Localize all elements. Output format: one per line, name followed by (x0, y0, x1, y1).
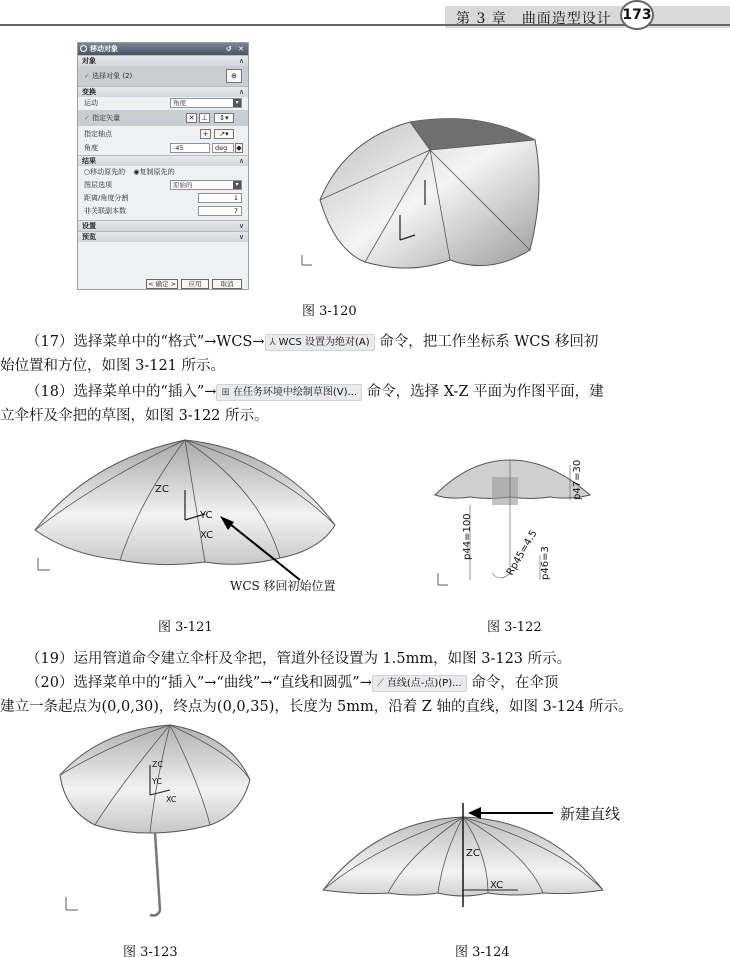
copies-row: 非关联副本数 7 (78, 205, 248, 218)
select-object-row: ✓ 选择对象 (2) ⊕ (78, 66, 248, 86)
radio-copy-icon: ◉ (133, 168, 140, 176)
axis-zc-121: ZC (155, 484, 169, 495)
wcs-triad-icon (38, 558, 50, 570)
wcs-triad-icon (438, 573, 448, 585)
motion-row: 运动 角度 ▾ (78, 97, 248, 110)
caption-fig-121: 图 3-121 (158, 620, 213, 635)
spinner-icon: ◆ (236, 144, 242, 152)
copies-input: 7 (198, 206, 242, 216)
chevron-up-icon: ∧ (238, 157, 244, 165)
angle-row: 角度 -45 deg ◆ (84, 144, 242, 152)
pivot-row: 指定轴点 + ↗▾ (78, 126, 248, 142)
new-line-annotation: 新建直线 (560, 805, 621, 823)
apply-button: 应用 (181, 279, 209, 289)
paragraph-20: （20）选择菜单中的“插入”→“曲线”→“直线和圆弧”→ ⟋ 直线(点-点)(P)... 命令，在伞顶 建立一条起点为(0,0,30)，终点为(0,0,35)，长度为 5mm，沿着 Z 轴的直线，如图 3-124 所示。 (0, 675, 633, 715)
umbrella-sketch-figure-122 (430, 455, 610, 590)
chevron-down-icon: ▾ (233, 99, 241, 107)
angle-input: -45 (170, 143, 210, 153)
chevron-down-icon: ∨ (238, 233, 244, 241)
paragraph-18: （18）选择菜单中的“插入”→ ⊞ 在任务环境中绘制草图(V)... 命令，选择 X-Z 平面为作图平面，建 立伞杆及伞把的草图，如图 3-122 所示。 (0, 384, 604, 424)
vector-flip-icon: ✕ (186, 113, 197, 123)
point-dialog-icon: + (200, 129, 211, 139)
dim-rp45: Rp45=4.5 (505, 528, 540, 578)
caption-fig-120: 图 3-120 (302, 304, 357, 319)
motion-select: 角度 ▾ (170, 98, 242, 108)
section-settings: 设置 ∨ (78, 220, 248, 231)
axis-xc-124: XC (490, 880, 504, 891)
wcs-icon: ⅄ (269, 337, 276, 348)
vector-axis-icon: ⊥ (199, 113, 210, 123)
axis-zc-124: ZC (466, 848, 480, 859)
axis-yc-121: YC (200, 510, 213, 521)
section-preview: 预览 ∨ (78, 231, 248, 242)
dialog-title: 移动对象 (90, 45, 118, 53)
check-icon: ✓ (84, 72, 90, 80)
sketch-icon: ⊞ (221, 387, 230, 398)
radio-move-icon: ○ (84, 168, 91, 176)
point-type-icon: ↗▾ (214, 129, 234, 139)
line-command: ⟋ 直线(点-点)(P)... (372, 675, 467, 692)
chevron-down-icon: ∨ (238, 222, 244, 230)
section-transform: 变换 ∧ (78, 86, 248, 97)
gear-icon (80, 45, 87, 52)
dialog-titlebar (78, 43, 248, 55)
section-result: 结果 ∧ (78, 155, 248, 166)
wcs-absolute-command: ⅄ WCS 设置为绝对(A) (265, 334, 375, 351)
axis-xc-121: XC (200, 530, 214, 541)
wcs-annotation: WCS 移回初始位置 (230, 579, 336, 593)
paragraph-17: （17）选择菜单中的“格式”→WCS→ ⅄ WCS 设置为绝对(A) 命令，把工作坐标系 WCS 移回初 始位置和方位，如图 3-121 所示。 (0, 334, 599, 374)
wcs-triad-icon (66, 897, 78, 910)
paragraph-19: （19）运用管道命令建立伞杆及伞把，管道外径设置为 1.5mm，如图 3-123 所示。 (26, 651, 572, 667)
chevron-down-icon: ▾ (233, 181, 241, 189)
umbrella-figure-123 (50, 725, 260, 920)
dim-p47: p47=30 (572, 459, 583, 500)
caption-fig-122: 图 3-122 (487, 620, 542, 635)
crosshair-icon: ⊕ (226, 69, 242, 83)
chevron-up-icon: ∧ (238, 57, 244, 65)
line-icon: ⟋ (376, 678, 384, 689)
distance-row: 距离/角度分割 1 (78, 192, 248, 205)
page-number: 173 (620, 0, 654, 30)
caption-fig-124: 图 3-124 (455, 945, 510, 957)
dim-p46: p46=3 (540, 546, 551, 580)
axis-yc-123: YC (152, 777, 163, 786)
distance-input: 1 (198, 193, 242, 203)
header-rule (0, 24, 730, 26)
axis-xc-123: XC (166, 795, 177, 804)
axis-zc-123: ZC (152, 760, 164, 769)
layer-select: 原始的 ▾ (170, 180, 242, 190)
ok-button: < 确定 > (147, 280, 177, 288)
header-chapter: 第 3 章 曲面造型设计 (456, 11, 612, 27)
dim-p44: p44=100 (462, 513, 473, 560)
caption-fig-123: 图 3-123 (123, 945, 178, 957)
vector-row: ✓ 指定矢量 ✕ ⊥ ↕▾ (78, 110, 248, 126)
umbrella-figure-121 (30, 440, 350, 590)
cancel-button: 取消 (212, 279, 242, 289)
chevron-up-icon: ∧ (238, 88, 244, 96)
move-copy-row: ○移动原先的 ◉复制原先的 (84, 168, 175, 176)
umbrella-figure-120 (290, 110, 580, 280)
layer-row: 图层选项 原始的 ▾ (78, 179, 248, 192)
wcs-triad-icon (302, 255, 312, 265)
section-object: 对象 ∧ (78, 55, 248, 66)
vector-type-icon: ↕▾ (214, 113, 234, 123)
titlebar-buttons: ↺ ✕ (225, 45, 246, 53)
sketch-command: ⊞ 在任务环境中绘制草图(V)... (216, 384, 362, 401)
angle-unit: deg (212, 143, 234, 153)
move-object-dialog (77, 42, 249, 290)
